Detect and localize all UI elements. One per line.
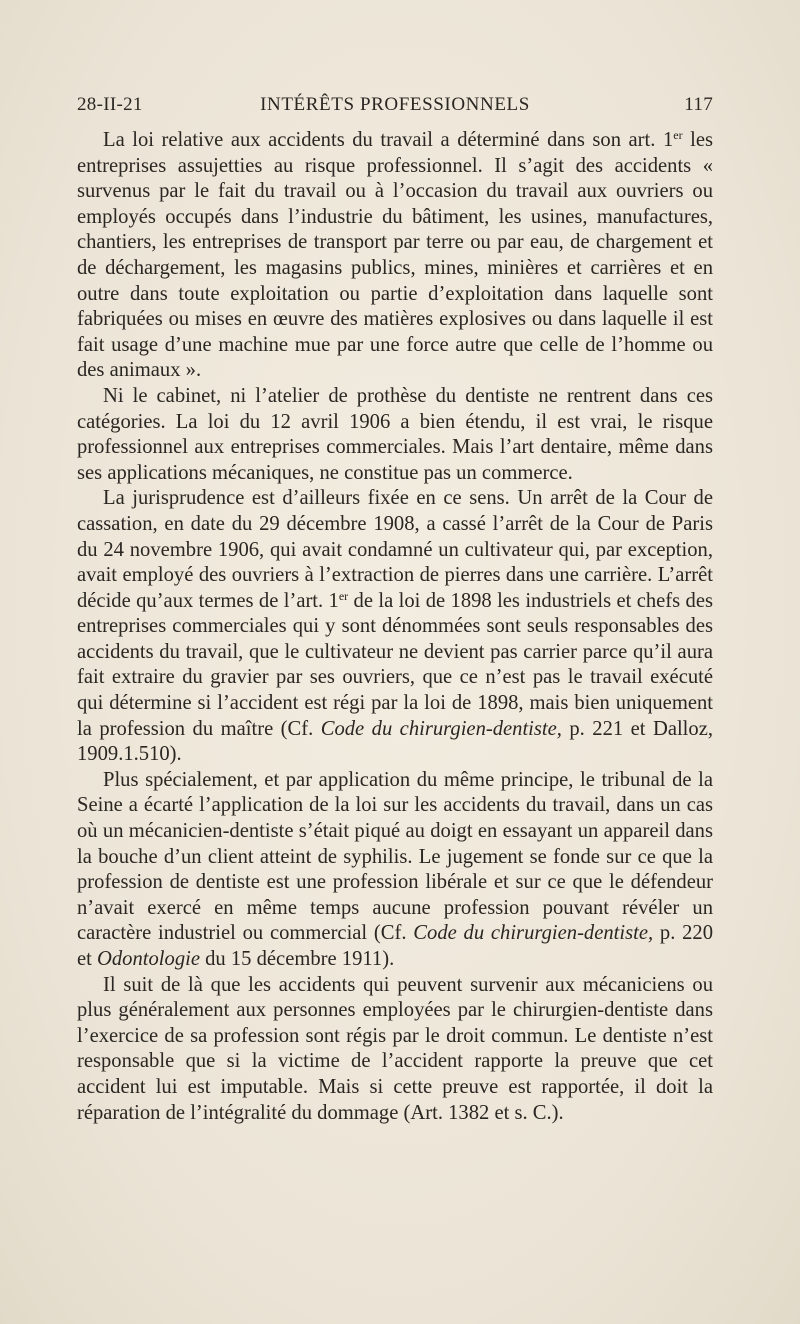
p1-superscript: er <box>673 128 683 142</box>
paragraph-3 <box>77 486 713 768</box>
p3-text-b: de la loi de 1898 les industriels et chefs des entreprises commerciales qui y sont dénommées sont seuls responsables des accidents du travail, que le cultivateur ne devient pas carrier parce qu’il aura fait extraire du gravier par ses ouvriers, que ce n’est pas le travail exécuté qui détermine si l’accident est régi par la loi de 1898, mais bien uniquement la profession du maître (Cf. <box>77 589 713 740</box>
p3-text-c: p. 221 et Dalloz, 1909.1.510). <box>77 717 713 766</box>
p3-citation-title: Code du chirurgien-dentiste, <box>320 717 562 740</box>
p4-citation-title-1: Code du chirurgien-dentiste, <box>413 922 654 945</box>
page-number: 117 <box>684 94 713 115</box>
p4-text-b: p. 220 et <box>77 922 714 970</box>
p3-superscript: er <box>338 588 349 603</box>
paragraph-2 <box>77 384 713 486</box>
p3-text-a: La jurisprudence est d’ailleurs fixée en ce sens. Un arrêt de la Cour de cassation, en date du 29 décembre 1908, a cassé l’arrêt de la Cour de Paris du 24 novembre 1906, qui avait condamné un cultivateur qui, par exception, avait employé des ouvriers à l’extraction de pierres dans une carrière. L’arrêt décide qu’aux termes de l’art. 1 <box>77 487 713 612</box>
p2-text: Ni le cabinet, ni l’atelier de prothèse du dentiste ne rentrent dans ces catégories. La loi du 12 avril 1906 a bien étendu, il est vrai, le risque professionnel aux entreprises commerciales. Mais l’art dentaire, même dans ses applications mécaniques, ne constitue pas un commerce. <box>77 384 713 484</box>
paragraph-1 <box>77 128 713 384</box>
header-title: INTÉRÊTS PROFESSIONNELS <box>260 94 530 115</box>
header-date: 28-II-21 <box>77 94 143 115</box>
p1-text-a: La loi relative aux accidents du travail a déterminé dans son art. 1 <box>103 129 674 151</box>
body-text <box>77 128 713 1126</box>
paragraph-4 <box>77 768 713 973</box>
p5-text: Il suit de là que les accidents qui peuvent survenir aux mécaniciens ou plus généralement aux personnes employées par le chirurgien-dentiste dans l’exercice de sa profession sont régis par le droit commun. Le dentiste n’est responsable que si la victime de l’accident rapporte la preuve que cet accident lui est imputable. Mais si cette preuve est rapportée, il doit la réparation de l’intégralité du dommage (Art. 1382 et s. C.). <box>77 973 713 1124</box>
p4-text-a: Plus spécialement, et par application du même principe, le tribunal de la Seine a écarté l’application de la loi sur les accidents du travail, dans un cas où un mécanicien-dentiste s’était piqué au doigt en essayant un appareil dans la bouche d’un client atteint de syphilis. Le jugement se fonde sur ce que la profession de dentiste est une profession libérale et sur ce que le défendeur n’avait exercé en même temps aucune profession pouvant révéler un caractère industriel ou commercial (Cf. <box>77 768 713 945</box>
p1-text-b: les entreprises assujetties au risque professionnel. Il s’agit des accidents « survenus par le fait du travail ou à l’occasion du travail aux ouvriers ou employés occupés dans l’industrie du bâtiment, les usines, manufactures, chantiers, les entreprises de transport par terre ou par eau, de chargement et de déchargement, les magasins publics, mines, minières et carrières et en outre dans toute exploitation ou partie d’exploitation dans laquelle sont fabriquées ou mises en œuvre des matières explosives ou dans laquelle il est fait usage d’une machine mue par une force autre que celle de l’homme ou des animaux ». <box>77 129 713 382</box>
p4-text-c: du 15 décembre 1911). <box>199 948 395 970</box>
running-header <box>77 92 713 118</box>
p4-citation-title-2: Odontologie <box>97 948 200 970</box>
paragraph-5 <box>77 973 713 1127</box>
